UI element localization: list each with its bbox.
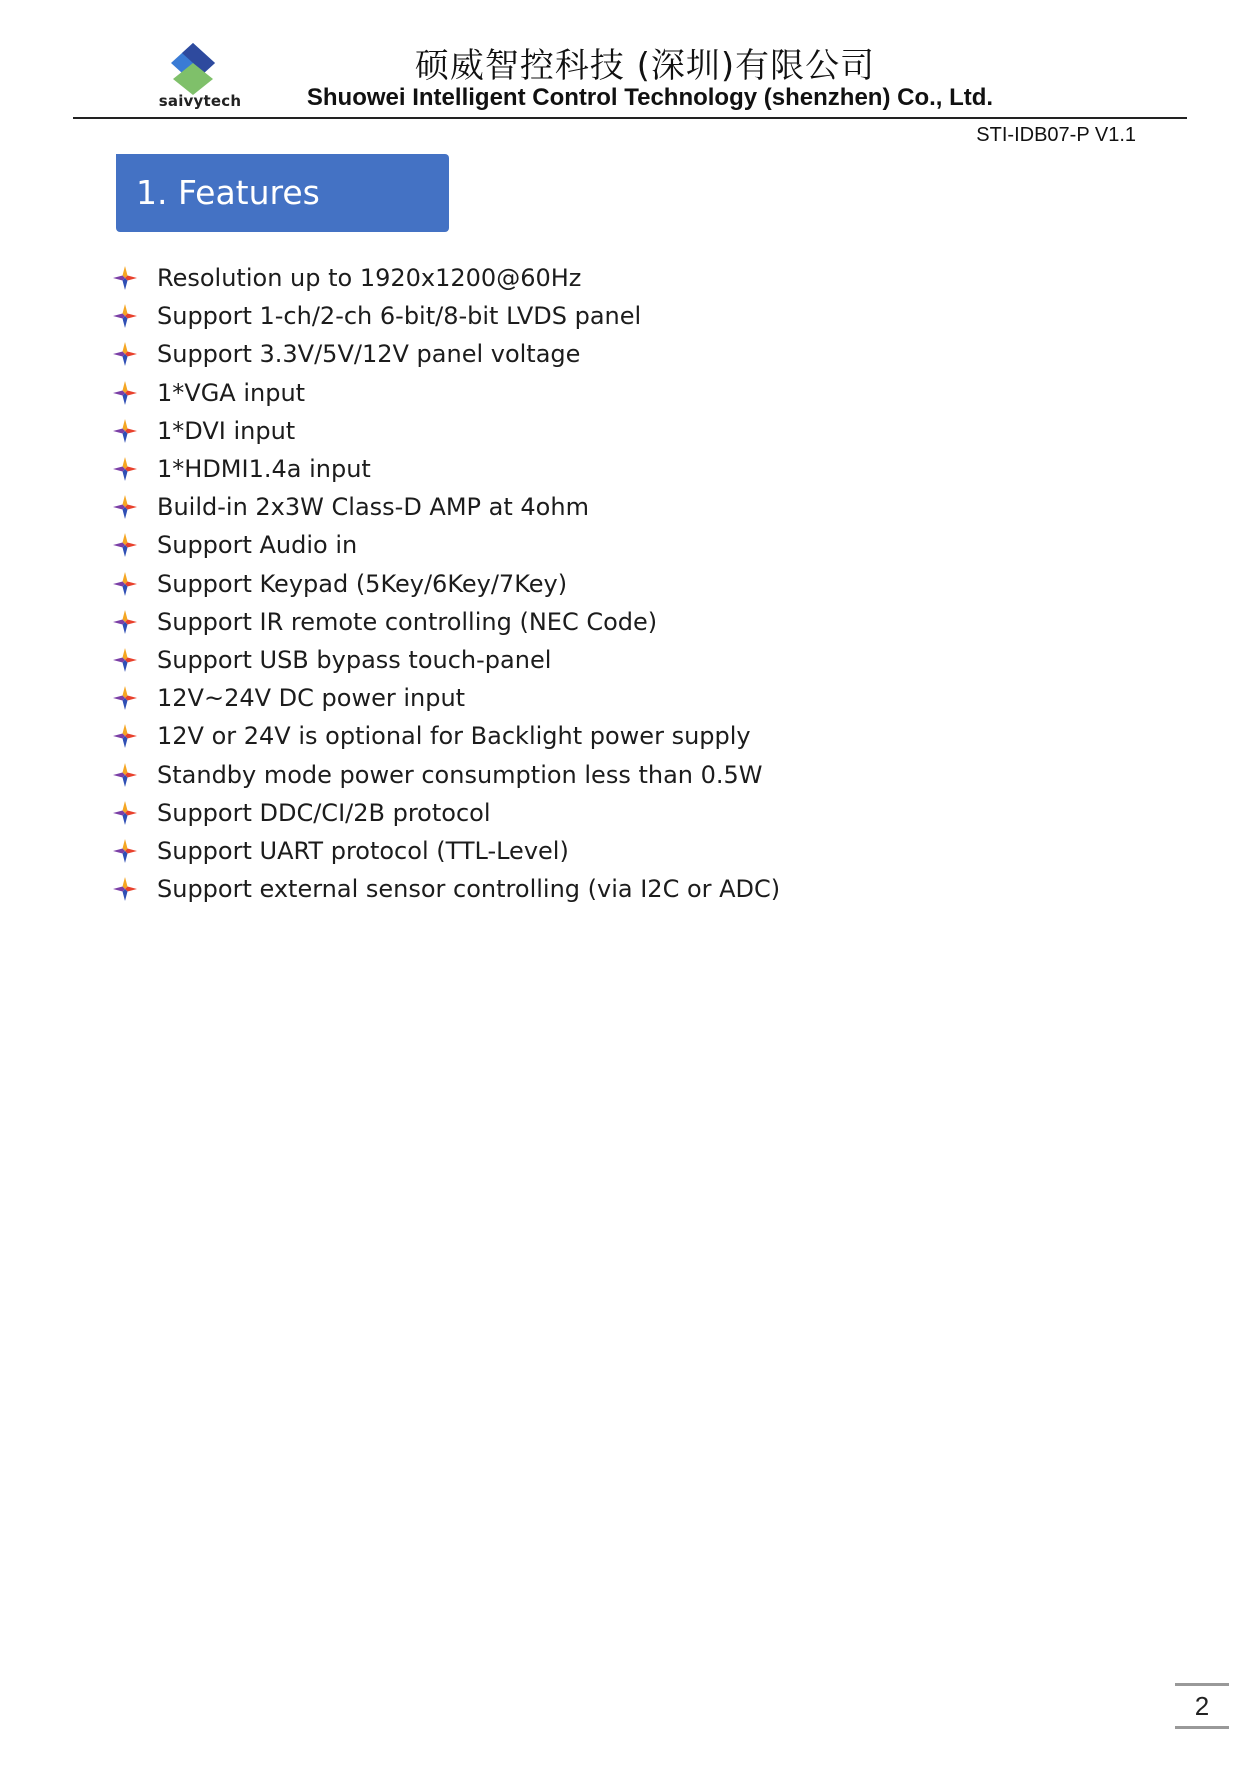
page-header (0, 0, 1257, 146)
four-point-star-bullet-icon (112, 380, 138, 406)
list-item (112, 717, 780, 755)
four-point-star-bullet-icon (112, 341, 138, 367)
feature-text: Support USB bypass touch-panel (157, 645, 552, 674)
header-divider (73, 117, 1187, 119)
feature-text: Support external sensor controlling (via I2C or ADC) (157, 875, 781, 904)
four-point-star-bullet-icon (112, 685, 138, 711)
feature-text: 1*VGA input (157, 378, 306, 407)
list-item (112, 259, 780, 297)
four-point-star-bullet-icon (112, 647, 138, 673)
feature-text: Support DDC/CI/2B protocol (157, 798, 491, 827)
feature-text: 1*DVI input (157, 416, 296, 445)
list-item (112, 565, 780, 603)
list-item (112, 641, 780, 679)
saivytech-logo-icon (165, 41, 221, 95)
feature-text: Support 1-ch/2-ch 6-bit/8-bit LVDS panel (157, 302, 642, 331)
four-point-star-bullet-icon (112, 265, 138, 291)
four-point-star-bullet-icon (112, 532, 138, 558)
feature-text: Support Keypad (5Key/6Key/7Key) (157, 569, 568, 598)
document-code: STI-IDB07-P V1.1 (976, 124, 1136, 146)
four-point-star-bullet-icon (112, 456, 138, 482)
list-item (112, 450, 780, 488)
feature-text: Support Audio in (157, 531, 358, 560)
list-item (112, 870, 780, 908)
feature-text: Standby mode power consumption less than 0.5W (157, 760, 763, 789)
list-item (112, 832, 780, 870)
feature-text: Support IR remote controlling (NEC Code) (157, 607, 658, 636)
four-point-star-bullet-icon (112, 494, 138, 520)
page-number: 2 (1175, 1683, 1229, 1729)
list-item (112, 297, 780, 335)
feature-text: 1*HDMI1.4a input (157, 455, 371, 484)
list-item (112, 755, 780, 793)
list-item (112, 679, 780, 717)
four-point-star-bullet-icon (112, 762, 138, 788)
logo-text: saivytech (158, 92, 242, 110)
four-point-star-bullet-icon (112, 303, 138, 329)
feature-text: Resolution up to 1920x1200@60Hz (157, 264, 582, 293)
feature-text: Support 3.3V/5V/12V panel voltage (157, 340, 581, 369)
list-item (112, 335, 780, 373)
company-name-english: Shuowei Intelligent Control Technology (shenzhen) Co., Ltd. (306, 84, 994, 111)
four-point-star-bullet-icon (112, 838, 138, 864)
four-point-star-bullet-icon (112, 418, 138, 444)
four-point-star-bullet-icon (112, 800, 138, 826)
company-name-chinese: 硕威智控科技 (深圳)有限公司 (414, 46, 876, 86)
list-item (112, 603, 780, 641)
four-point-star-bullet-icon (112, 876, 138, 902)
four-point-star-bullet-icon (112, 571, 138, 597)
features-list (112, 259, 780, 908)
list-item (112, 412, 780, 450)
list-item (112, 526, 780, 564)
feature-text: 12V~24V DC power input (157, 684, 466, 713)
list-item (112, 374, 780, 412)
feature-text: 12V or 24V is optional for Backlight power supply (157, 722, 751, 751)
four-point-star-bullet-icon (112, 609, 138, 635)
feature-text: Build-in 2x3W Class-D AMP at 4ohm (157, 493, 589, 522)
list-item (112, 794, 780, 832)
feature-text: Support UART protocol (TTL-Level) (157, 836, 569, 865)
section-title: 1. Features (116, 154, 449, 232)
list-item (112, 488, 780, 526)
four-point-star-bullet-icon (112, 723, 138, 749)
